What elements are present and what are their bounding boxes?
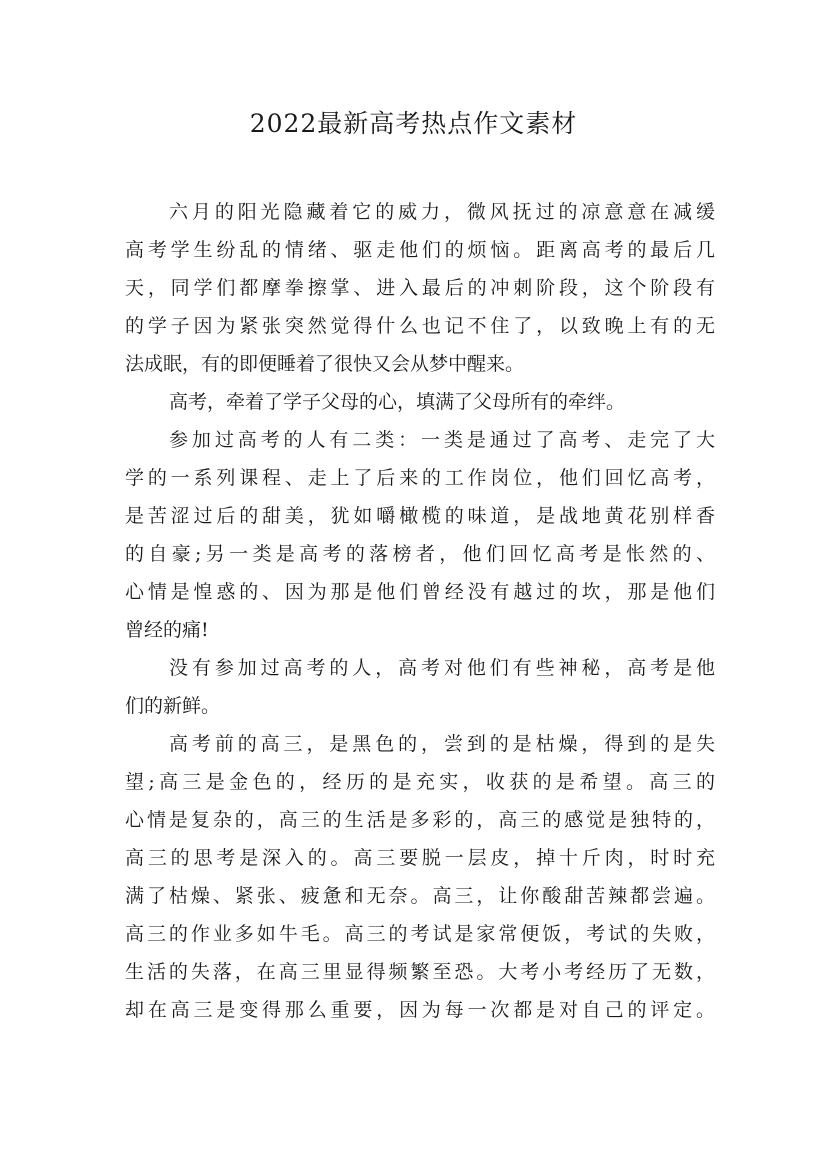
text-line: 心情是复杂的，高三的生活是多彩的，高三的感觉是独特的， [125, 809, 715, 831]
text-line: 的自豪;另一类是高考的落榜者，他们回忆高考是怅然的、 [125, 543, 715, 565]
text-line: 心情是惶惑的、因为那是他们曾经没有越过的坎，那是他们 [125, 581, 715, 603]
paragraph [125, 649, 715, 725]
text-line: 是苦涩过后的甜美，犹如嚼橄榄的味道，是战地黄花别样香 [125, 505, 715, 527]
text-line: 天，同学们都摩拳擦掌、进入最后的冲刺阶段，这个阶段有 [125, 277, 715, 299]
text-line: 高三的作业多如牛毛。高三的考试是家常便饭，考试的失败， [125, 923, 715, 945]
text-line: 学的一系列课程、走上了后来的工作岗位，他们回忆高考， [125, 467, 715, 489]
text-line: 法成眠，有的即便睡着了很快又会从梦中醒来。 [125, 353, 525, 375]
text-line: 高考前的高三，是黑色的，尝到的是枯燥，得到的是失 [169, 733, 715, 755]
text-line: 没有参加过高考的人，高考对他们有些神秘，高考是他 [169, 657, 715, 679]
text-line: 曾经的痛! [125, 619, 209, 641]
paragraph [125, 421, 715, 649]
text-line: 生活的失落，在高三里显得频繁至恐。大考小考经历了无数， [125, 961, 715, 983]
text-line: 高考学生纷乱的情绪、驱走他们的烦恼。距离高考的最后几 [125, 239, 715, 261]
paragraph [125, 383, 715, 421]
document-body [125, 193, 715, 1029]
text-line: 望;高三是金色的，经历的是充实，收获的是希望。高三的 [125, 771, 715, 793]
text-line: 高三的思考是深入的。高三要脱一层皮，掉十斤肉，时时充 [125, 847, 715, 869]
text-line: 六月的阳光隐藏着它的威力，微风抚过的凉意意在减缓 [169, 201, 715, 223]
text-line: 们的新鲜。 [125, 695, 221, 717]
text-line: 满了枯燥、紧张、疲惫和无奈。高三，让你酸甜苦辣都尝遍。 [125, 885, 715, 907]
document-title: 2022最新高考热点作文素材 [249, 109, 578, 138]
paragraph [125, 725, 715, 1029]
text-line: 的学子因为紧张突然觉得什么也记不住了，以致晚上有的无 [125, 315, 715, 337]
text-line: 却在高三是变得那么重要，因为每一次都是对自己的评定。 [125, 999, 715, 1021]
paragraph [125, 193, 715, 383]
text-line: 高考，牵着了学子父母的心，填满了父母所有的牵绊。 [169, 391, 626, 413]
text-line: 参加过高考的人有二类：一类是通过了高考、走完了大 [169, 429, 715, 451]
